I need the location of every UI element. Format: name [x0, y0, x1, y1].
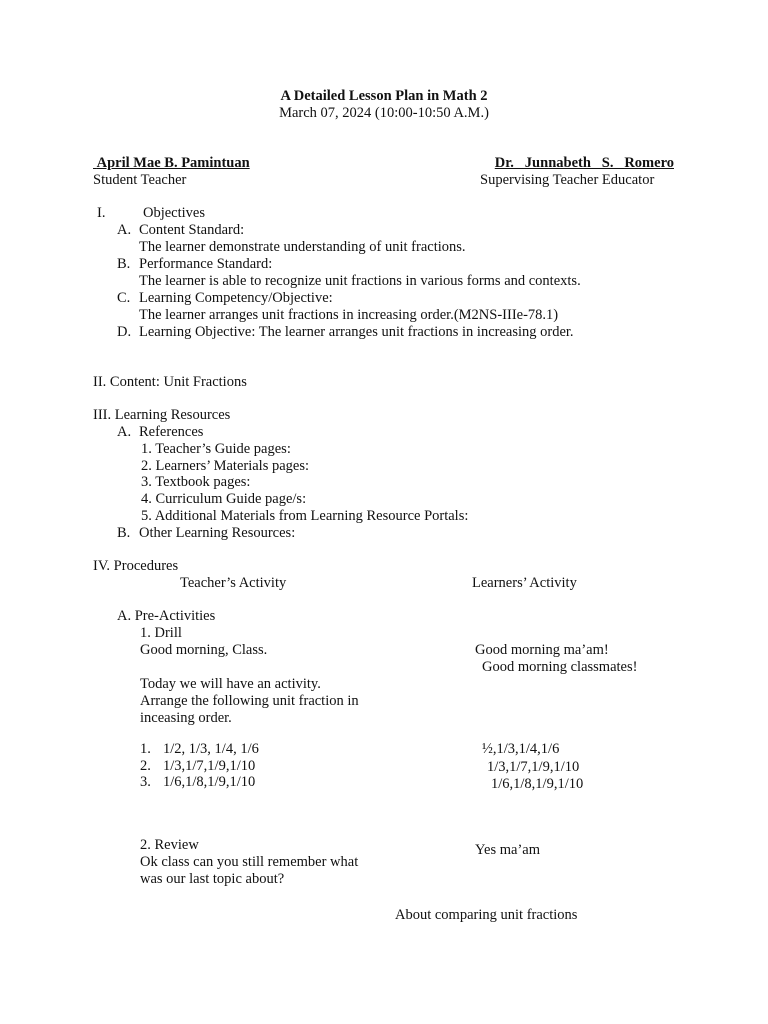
reference-item: 4. Curriculum Guide page/s: — [141, 491, 307, 507]
resources-a-label: References — [139, 424, 204, 440]
objective-c-letter: C. — [117, 290, 131, 306]
review-question-2: was our last topic about? — [140, 871, 285, 887]
drill-answer: 1/3,1/7,1/9,1/10 — [487, 759, 580, 775]
drill-item-number: 3. — [140, 774, 151, 790]
drill-instruction-3: inceasing order. — [140, 710, 232, 726]
reference-item: 2. Learners’ Materials pages: — [141, 458, 310, 474]
drill-title: 1. Drill — [140, 625, 182, 641]
resources-b-label: Other Learning Resources: — [139, 525, 296, 541]
supervisor-role: Supervising Teacher Educator — [480, 172, 655, 188]
objectives-heading: Objectives — [143, 205, 206, 221]
resources-a-letter: A. — [117, 424, 132, 440]
supervisor-name: Dr. Junnabeth S. Romero — [494, 155, 674, 171]
review-answer-topic: About comparing unit fractions — [395, 907, 578, 923]
reference-item: 5. Additional Materials from Learning Resource Portals: — [141, 508, 469, 524]
objective-b-text: The learner is able to recognize unit fractions in various forms and contexts. — [139, 273, 581, 289]
student-teacher-role: Student Teacher — [93, 172, 187, 188]
objective-d-label: Learning Objective: The learner arranges unit fractions in increasing order. — [139, 324, 574, 340]
objective-a-letter: A. — [117, 222, 132, 238]
student-teacher-name: April Mae B. Pamintuan — [96, 155, 250, 171]
drill-item-number: 1. — [140, 741, 151, 757]
objective-d-letter: D. — [117, 324, 132, 340]
objective-c-label: Learning Competency/Objective: — [139, 290, 333, 306]
drill-answer: ½,1/3,1/4,1/6 — [482, 741, 560, 757]
objective-a-label: Content Standard: — [139, 222, 245, 238]
teacher-greeting: Good morning, Class. — [140, 642, 268, 658]
learner-activity-column-header: Learners’ Activity — [472, 575, 577, 591]
teacher-activity-column-header: Teacher’s Activity — [180, 575, 287, 591]
reference-item: 1. Teacher’s Guide pages: — [141, 441, 291, 457]
document-title: A Detailed Lesson Plan in Math 2 — [280, 88, 488, 104]
learner-greeting-1: Good morning ma’am! — [475, 642, 609, 658]
objective-a-text: The learner demonstrate understanding of unit fractions. — [139, 239, 466, 255]
drill-question: 1/6,1/8,1/9,1/10 — [163, 774, 256, 790]
document-date: March 07, 2024 (10:00-10:50 A.M.) — [279, 105, 489, 121]
procedures-heading: IV. Procedures — [93, 558, 179, 574]
objective-c-text: The learner arranges unit fractions in increasing order.(M2NS-IIIe-78.1) — [139, 307, 559, 323]
review-answer-yes: Yes ma’am — [475, 842, 540, 858]
resources-b-letter: B. — [117, 525, 131, 541]
drill-item-number: 2. — [140, 758, 151, 774]
resources-heading: III. Learning Resources — [93, 407, 231, 423]
drill-instruction-2: Arrange the following unit fraction in — [140, 693, 359, 709]
objectives-numeral: I. — [97, 205, 106, 221]
objective-b-letter: B. — [117, 256, 131, 272]
drill-question: 1/2, 1/3, 1/4, 1/6 — [163, 741, 259, 757]
learner-greeting-2: Good morning classmates! — [482, 659, 638, 675]
pre-activities-heading: A. Pre-Activities — [117, 608, 216, 624]
objective-b-label: Performance Standard: — [139, 256, 273, 272]
review-title: 2. Review — [140, 837, 199, 853]
content-line: II. Content: Unit Fractions — [93, 374, 247, 390]
drill-answer: 1/6,1/8,1/9,1/10 — [491, 776, 584, 792]
reference-item: 3. Textbook pages: — [141, 474, 251, 490]
review-question-1: Ok class can you still remember what — [140, 854, 359, 870]
drill-question: 1/3,1/7,1/9,1/10 — [163, 758, 256, 774]
drill-instruction-1: Today we will have an activity. — [140, 676, 321, 692]
